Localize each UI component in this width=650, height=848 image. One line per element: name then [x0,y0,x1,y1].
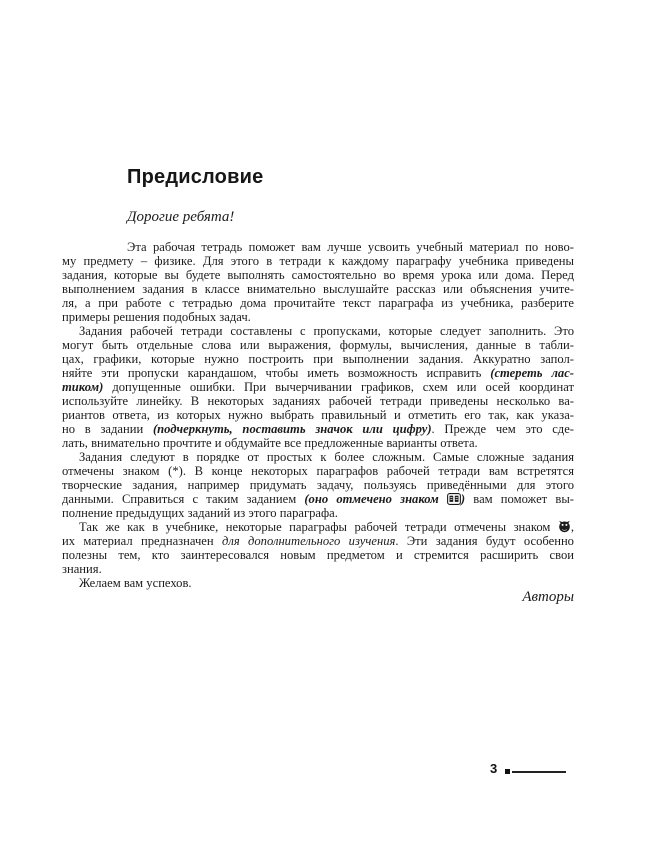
text-segment: (стереть лас- [490,366,575,380]
text-segment: могут быть отдельные слова или выражения, формулы, вычисления, данные в табли- [62,338,574,352]
text-segment: их материал предназначен [62,534,222,548]
text-line [62,282,574,296]
text-segment: творческие задания, например придумать задачу, пользуясь приведёнными для этого [62,478,574,492]
footer-page-number: 3 [490,761,498,776]
text-line [62,394,574,408]
text-segment: цах, графики, которые нужно построить при выполнении задания. Аккуратно запол- [62,352,574,366]
text-segment: Эта рабочая тетрадь поможет вам лучше усвоить учебный материал по ново- [127,240,574,254]
text-segment: Так же как в учебнике, некоторые параграфы рабочей тетради отмечены знаком [79,520,558,534]
greeting-text: Дорогие ребята! [127,209,235,225]
text-segment: . Эти задания будут особенно [395,534,574,548]
text-segment: знания. [62,562,102,576]
page-title: Предисловие [127,166,264,188]
body-text [62,240,574,590]
text-line [62,548,574,562]
text-segment: примеры решения подобных задач. [62,310,251,324]
text-line [62,576,574,590]
text-segment: допущенные ошибки. При вычерчивании графиков, схем или осей координат [103,380,574,394]
text-line [62,436,574,450]
text-segment: (подчеркнуть, поставить значок или цифру) [152,422,432,436]
text-line [62,352,574,366]
signature-authors: Авторы [522,589,574,605]
text-segment: но в задании [62,422,153,436]
text-segment: , [570,520,574,534]
text-segment: используйте линейку. В некоторых заданиях рабочей тетради приведены несколько ва- [62,394,574,408]
text-segment: ля, а при работе с тетрадью дома прочитайте текст параграфа из учебника, разберите [62,296,574,310]
text-segment: риантов ответа, из которых нужно выбрать правильный и отметить его так, как указа- [62,408,574,422]
text-line [62,422,574,436]
text-line [62,520,574,534]
text-segment: для дополнительного изучения [221,534,396,548]
text-segment: . Прежде чем это сде- [431,422,574,436]
text-segment: задания, которые вы будете выполнять самостоятельно во время урока или дома. Перед [62,268,574,282]
text-line [62,478,574,492]
text-line [62,492,574,506]
footer-square-marker [505,769,510,774]
text-segment: данными. Справиться с таким заданием [62,492,305,506]
text-segment: полезны тем, кто заинтересовался новым предметом и стремится расширить свои [62,548,574,562]
footer-rule [512,771,566,773]
text-segment: вам поможет вы- [465,492,574,506]
text-line [62,338,574,352]
text-line [62,366,574,380]
text-segment: няйте эти пропуски карандашом, чтобы иметь возможность исправить [62,366,491,380]
text-segment: полнение предыдущих заданий из этого параграфа. [62,506,338,520]
text-line [62,310,574,324]
text-line [62,296,574,310]
text-segment: (оно отмечено знаком [304,492,447,506]
text-segment: му предмету – физике. Для этого в тетради к каждому параграфу учебника приведены [62,254,574,268]
text-line [62,534,574,548]
text-line [62,450,574,464]
text-line [62,324,574,338]
text-line [62,268,574,282]
owl-icon [558,520,571,533]
text-segment: Задания следуют в порядке от простых к более сложным. Самые сложные задания [79,450,574,464]
text-line [62,562,574,576]
text-segment: ) [460,492,466,506]
notebook-icon [447,493,461,505]
text-segment: лать, внимательно прочтите и обдумайте все предложенные варианты ответа. [62,436,478,450]
text-line [62,506,574,520]
text-line [62,408,574,422]
text-line [62,240,574,254]
text-line [62,464,574,478]
text-segment: Желаем вам успехов. [79,576,192,590]
text-segment: выполнением задания в классе внимательно выслушайте рассказ или объяснения учите- [62,282,574,296]
text-line [62,254,574,268]
text-segment: Задания рабочей тетради составлены с пропусками, которые следует заполнить. Это [79,324,574,338]
text-line [62,380,574,394]
text-segment: тиком) [62,380,104,394]
text-segment: отмечены знаком (*). В конце некоторых параграфов рабочей тетради вам встретятся [62,464,574,478]
